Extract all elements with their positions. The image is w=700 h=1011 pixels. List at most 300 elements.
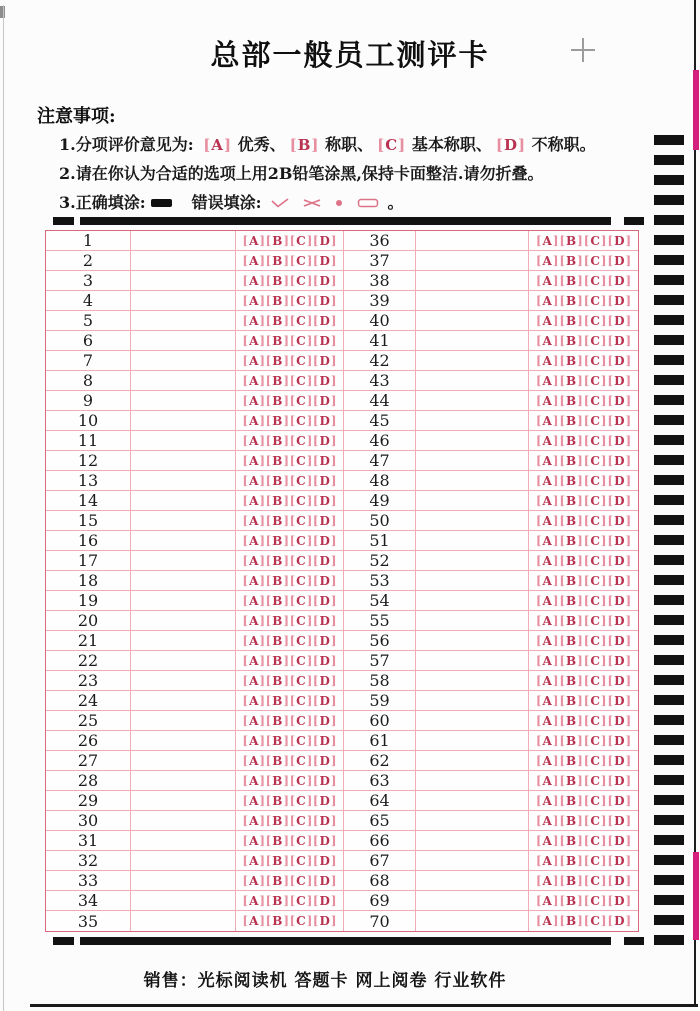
bubble-option-b[interactable] bbox=[266, 335, 290, 347]
bubble-option-d[interactable] bbox=[607, 255, 631, 267]
bubble-option-c[interactable] bbox=[289, 375, 312, 387]
bubble-option-b[interactable] bbox=[559, 575, 583, 587]
bubble-option-c[interactable] bbox=[289, 675, 312, 687]
bubble-option-d[interactable] bbox=[313, 695, 337, 707]
bubble-option-c[interactable] bbox=[289, 575, 312, 587]
bubble-option-d[interactable] bbox=[313, 535, 337, 547]
bubble-option-b[interactable] bbox=[559, 715, 583, 727]
bubble-option-a[interactable] bbox=[536, 375, 559, 387]
bubble-option-c[interactable] bbox=[584, 455, 607, 467]
bubble-option-c[interactable] bbox=[584, 275, 607, 287]
bubble-option-c[interactable] bbox=[289, 515, 312, 527]
bubble-option-b[interactable] bbox=[559, 855, 583, 867]
bubble-option-b[interactable] bbox=[266, 595, 290, 607]
bubble-option-a[interactable] bbox=[536, 595, 559, 607]
bubble-option-c[interactable] bbox=[584, 415, 607, 427]
bubble-option-c[interactable] bbox=[584, 735, 607, 747]
bubble-option-d[interactable] bbox=[313, 395, 337, 407]
bubble-option-b[interactable] bbox=[559, 655, 583, 667]
bubble-option-a[interactable] bbox=[536, 895, 559, 907]
bubble-option-b[interactable] bbox=[559, 755, 583, 767]
bubble-option-a[interactable] bbox=[536, 535, 559, 547]
bubble-option-b[interactable] bbox=[559, 775, 583, 787]
bubble-option-c[interactable] bbox=[289, 655, 312, 667]
right-bracket: ] bbox=[577, 233, 583, 248]
bubble-option-d[interactable] bbox=[313, 815, 337, 827]
bubble-option-a[interactable] bbox=[242, 375, 265, 387]
bubble-option-c[interactable] bbox=[289, 895, 312, 907]
bubble-option-d[interactable] bbox=[313, 675, 337, 687]
bubble-option-d[interactable] bbox=[607, 615, 631, 627]
bubble-option-b[interactable] bbox=[559, 335, 583, 347]
bubble-option-a[interactable] bbox=[536, 875, 559, 887]
left-bracket: [ bbox=[289, 493, 296, 508]
bubble-option-b[interactable] bbox=[266, 835, 290, 847]
bubble-option-b[interactable] bbox=[266, 375, 290, 387]
left-bracket: [ bbox=[265, 653, 272, 668]
bubble-option-c[interactable] bbox=[584, 395, 607, 407]
bubble-option-a[interactable] bbox=[536, 575, 559, 587]
bubble-option-d[interactable] bbox=[607, 675, 631, 687]
bubble-option-a[interactable] bbox=[242, 795, 265, 807]
bubble-option-d[interactable] bbox=[607, 855, 631, 867]
bubble-option-d[interactable] bbox=[607, 915, 631, 927]
bubble-option-a[interactable] bbox=[242, 255, 265, 267]
bubble-option-b[interactable] bbox=[266, 815, 290, 827]
bubble-option-b[interactable] bbox=[559, 695, 583, 707]
bubble-option-c[interactable] bbox=[289, 315, 312, 327]
bubble-option-c[interactable] bbox=[289, 415, 312, 427]
bubble-option-a[interactable] bbox=[536, 435, 559, 447]
bubble-option-a[interactable] bbox=[242, 895, 265, 907]
bubble-option-c[interactable] bbox=[584, 875, 607, 887]
bubble-option-c[interactable] bbox=[584, 815, 607, 827]
bubble-option-a[interactable] bbox=[242, 875, 265, 887]
bubble-option-d[interactable] bbox=[607, 515, 631, 527]
bubble-option-a[interactable] bbox=[242, 755, 265, 767]
bubble-option-c[interactable] bbox=[584, 895, 607, 907]
bubble-option-d[interactable] bbox=[607, 395, 631, 407]
bubble-option-b[interactable] bbox=[559, 735, 583, 747]
right-bracket: ] bbox=[330, 713, 337, 728]
bubble-option-a[interactable] bbox=[536, 735, 559, 747]
bubble-option-b[interactable] bbox=[559, 355, 583, 367]
bubble-option-d[interactable] bbox=[607, 835, 631, 847]
bubble-option-d[interactable] bbox=[607, 235, 631, 247]
bubble-option-b[interactable] bbox=[266, 775, 290, 787]
bubble-option-b[interactable] bbox=[266, 455, 290, 467]
bubble-option-d[interactable] bbox=[313, 435, 337, 447]
bubble-option-d[interactable] bbox=[607, 535, 631, 547]
bubble-option-a[interactable] bbox=[242, 515, 265, 527]
bubble-option-b[interactable] bbox=[266, 255, 290, 267]
bubble-option-d[interactable] bbox=[607, 495, 631, 507]
bubble-option-d[interactable] bbox=[313, 495, 337, 507]
bubble-option-b[interactable] bbox=[559, 455, 583, 467]
bubble-option-a[interactable] bbox=[242, 295, 265, 307]
bubble-group bbox=[236, 891, 344, 911]
bubble-option-a[interactable] bbox=[536, 255, 559, 267]
bubble-option-b[interactable] bbox=[266, 615, 290, 627]
bubble-option-a[interactable] bbox=[536, 755, 559, 767]
bubble-option-a[interactable] bbox=[242, 635, 265, 647]
bubble-option-d[interactable] bbox=[313, 575, 337, 587]
bubble-option-a[interactable] bbox=[242, 415, 265, 427]
bubble-option-d[interactable] bbox=[607, 435, 631, 447]
bubble-option-c[interactable] bbox=[289, 915, 312, 927]
bubble-option-b[interactable] bbox=[266, 715, 290, 727]
bubble-option-d[interactable] bbox=[313, 615, 337, 627]
bubble-option-d[interactable] bbox=[607, 755, 631, 767]
bubble-option-d[interactable] bbox=[607, 335, 631, 347]
bubble-option-a[interactable] bbox=[242, 675, 265, 687]
bubble-option-a[interactable] bbox=[242, 735, 265, 747]
left-bracket: [ bbox=[607, 773, 614, 788]
bubble-option-a[interactable] bbox=[242, 275, 265, 287]
bubble-option-d[interactable] bbox=[607, 875, 631, 887]
bubble-option-a[interactable] bbox=[536, 675, 559, 687]
bubble-option-b[interactable] bbox=[559, 275, 583, 287]
bubble-option-b[interactable] bbox=[559, 475, 583, 487]
bubble-option-b[interactable] bbox=[559, 595, 583, 607]
bubble-option-a[interactable] bbox=[242, 815, 265, 827]
bubble-option-c[interactable] bbox=[584, 675, 607, 687]
bubble-option-b[interactable] bbox=[266, 875, 290, 887]
bubble-option-b[interactable] bbox=[559, 635, 583, 647]
bubble-option-a[interactable] bbox=[536, 515, 559, 527]
left-bracket: [ bbox=[242, 453, 249, 468]
bubble-option-c[interactable] bbox=[289, 455, 312, 467]
bubble-option-a[interactable] bbox=[536, 295, 559, 307]
bubble-option-c[interactable] bbox=[584, 615, 607, 627]
bubble-option-b[interactable] bbox=[559, 235, 583, 247]
bubble-option-d[interactable] bbox=[313, 755, 337, 767]
bubble-option-a[interactable] bbox=[242, 695, 265, 707]
option-letter: B bbox=[566, 733, 577, 748]
bubble-option-a[interactable] bbox=[536, 855, 559, 867]
bubble-option-b[interactable] bbox=[559, 835, 583, 847]
bubble-option-b[interactable] bbox=[266, 435, 290, 447]
bubble-option-d[interactable] bbox=[607, 555, 631, 567]
bubble-option-c[interactable] bbox=[584, 575, 607, 587]
bubble-option-c[interactable] bbox=[584, 715, 607, 727]
bubble-option-b[interactable] bbox=[559, 435, 583, 447]
bubble-option-c[interactable] bbox=[584, 855, 607, 867]
bubble-option-d[interactable] bbox=[607, 695, 631, 707]
bubble-option-d[interactable] bbox=[313, 895, 337, 907]
bubble-option-b[interactable] bbox=[559, 415, 583, 427]
bubble-option-d[interactable] bbox=[313, 635, 337, 647]
bubble-option-a[interactable] bbox=[536, 835, 559, 847]
bubble-option-a[interactable] bbox=[242, 535, 265, 547]
bubble-option-c[interactable] bbox=[289, 595, 312, 607]
bubble-option-a[interactable] bbox=[536, 455, 559, 467]
bubble-group bbox=[529, 591, 638, 611]
bubble-option-b[interactable] bbox=[266, 555, 290, 567]
bubble-option-a[interactable] bbox=[242, 775, 265, 787]
bubble-option-c[interactable] bbox=[289, 855, 312, 867]
bubble-option-b[interactable] bbox=[266, 735, 290, 747]
bubble-option-c[interactable] bbox=[289, 395, 312, 407]
bubble-option-b[interactable] bbox=[559, 915, 583, 927]
bubble-option-b[interactable] bbox=[266, 295, 290, 307]
bubble-option-a[interactable] bbox=[242, 475, 265, 487]
bubble-option-c[interactable] bbox=[289, 815, 312, 827]
bubble-option-d[interactable] bbox=[607, 415, 631, 427]
bubble-option-d[interactable] bbox=[313, 335, 337, 347]
bubble-option-c[interactable] bbox=[584, 555, 607, 567]
bubble-group bbox=[529, 891, 638, 911]
bubble-option-c[interactable] bbox=[289, 355, 312, 367]
option-letter: B bbox=[272, 413, 283, 428]
bubble-option-c[interactable] bbox=[289, 775, 312, 787]
bubble-option-a[interactable] bbox=[242, 335, 265, 347]
bubble-option-b[interactable] bbox=[266, 655, 290, 667]
bubble-option-c[interactable] bbox=[289, 755, 312, 767]
bubble-option-a[interactable] bbox=[536, 555, 559, 567]
bubble-option-d[interactable] bbox=[313, 655, 337, 667]
bubble-option-c[interactable] bbox=[584, 795, 607, 807]
bubble-option-b[interactable] bbox=[266, 895, 290, 907]
bubble-option-d[interactable] bbox=[313, 475, 337, 487]
bubble-option-d[interactable] bbox=[607, 775, 631, 787]
bubble-option-a[interactable] bbox=[242, 395, 265, 407]
bubble-option-a[interactable] bbox=[536, 915, 559, 927]
bubble-option-c[interactable] bbox=[289, 295, 312, 307]
bubble-option-c[interactable] bbox=[289, 335, 312, 347]
bubble-option-a[interactable] bbox=[536, 475, 559, 487]
bubble-option-c[interactable] bbox=[584, 915, 607, 927]
option-letter: A bbox=[249, 853, 259, 868]
bubble-option-b[interactable] bbox=[559, 295, 583, 307]
bubble-option-c[interactable] bbox=[584, 335, 607, 347]
option-letter: D bbox=[319, 313, 330, 328]
bubble-option-c[interactable] bbox=[289, 255, 312, 267]
option-letter: D bbox=[319, 493, 330, 508]
bubble-option-d[interactable] bbox=[313, 315, 337, 327]
bubble-option-b[interactable] bbox=[266, 695, 290, 707]
bubble-option-d[interactable] bbox=[607, 355, 631, 367]
bubble-option-d[interactable] bbox=[607, 455, 631, 467]
bubble-option-a[interactable] bbox=[536, 335, 559, 347]
bubble-option-c[interactable] bbox=[584, 475, 607, 487]
bubble-option-b[interactable] bbox=[266, 675, 290, 687]
bubble-option-b[interactable] bbox=[266, 395, 290, 407]
bubble-option-a[interactable] bbox=[242, 855, 265, 867]
bubble-option-b[interactable] bbox=[559, 795, 583, 807]
bubble-option-d[interactable] bbox=[607, 655, 631, 667]
bubble-option-d[interactable] bbox=[313, 915, 337, 927]
bubble-option-d[interactable] bbox=[607, 275, 631, 287]
bubble-option-d[interactable] bbox=[607, 735, 631, 747]
bubble-option-b[interactable] bbox=[266, 635, 290, 647]
bubble-option-b[interactable] bbox=[266, 495, 290, 507]
bubble-option-a[interactable] bbox=[536, 795, 559, 807]
bubble-option-a[interactable] bbox=[242, 615, 265, 627]
bubble-option-b[interactable] bbox=[266, 475, 290, 487]
bubble-option-b[interactable] bbox=[559, 375, 583, 387]
bubble-option-a[interactable] bbox=[536, 615, 559, 627]
bubble-option-c[interactable] bbox=[289, 635, 312, 647]
bubble-option-c[interactable] bbox=[584, 255, 607, 267]
bubble-option-d[interactable] bbox=[313, 775, 337, 787]
bubble-option-a[interactable] bbox=[536, 275, 559, 287]
bubble-option-c[interactable] bbox=[289, 275, 312, 287]
bubble-option-b[interactable] bbox=[266, 235, 290, 247]
bubble-option-a[interactable] bbox=[536, 775, 559, 787]
bubble-option-b[interactable] bbox=[559, 615, 583, 627]
bubble-option-b[interactable] bbox=[266, 755, 290, 767]
bubble-option-d[interactable] bbox=[607, 295, 631, 307]
bubble-option-d[interactable] bbox=[607, 575, 631, 587]
bubble-option-d[interactable] bbox=[607, 895, 631, 907]
bubble-option-d[interactable] bbox=[607, 375, 631, 387]
bubble-option-d[interactable] bbox=[313, 715, 337, 727]
bubble-option-d[interactable] bbox=[607, 715, 631, 727]
bubble-option-d[interactable] bbox=[313, 235, 337, 247]
bubble-option-b[interactable] bbox=[559, 875, 583, 887]
bubble-option-a[interactable] bbox=[242, 555, 265, 567]
bubble-option-d[interactable] bbox=[313, 275, 337, 287]
bubble-option-d[interactable] bbox=[313, 795, 337, 807]
bubble-option-a[interactable] bbox=[242, 835, 265, 847]
bubble-option-a[interactable] bbox=[536, 315, 559, 327]
bubble-option-d[interactable] bbox=[313, 595, 337, 607]
bubble-option-a[interactable] bbox=[242, 715, 265, 727]
bubble-option-c[interactable] bbox=[584, 355, 607, 367]
bubble-option-a[interactable] bbox=[242, 455, 265, 467]
bubble-option-d[interactable] bbox=[607, 815, 631, 827]
bubble-option-a[interactable] bbox=[536, 235, 559, 247]
bubble-option-c[interactable] bbox=[584, 635, 607, 647]
bubble-option-c[interactable] bbox=[584, 835, 607, 847]
bubble-option-b[interactable] bbox=[266, 915, 290, 927]
bubble-option-c[interactable] bbox=[584, 295, 607, 307]
bubble-option-a[interactable] bbox=[242, 595, 265, 607]
bubble-option-b[interactable] bbox=[559, 555, 583, 567]
bubble-option-c[interactable] bbox=[289, 535, 312, 547]
option-letter: B bbox=[272, 693, 283, 708]
bubble-option-c[interactable] bbox=[289, 695, 312, 707]
bubble-option-c[interactable] bbox=[289, 795, 312, 807]
bubble-option-a[interactable] bbox=[242, 435, 265, 447]
bubble-option-d[interactable] bbox=[607, 595, 631, 607]
bubble-option-b[interactable] bbox=[559, 535, 583, 547]
bubble-option-c[interactable] bbox=[584, 495, 607, 507]
bubble-option-c[interactable] bbox=[289, 555, 312, 567]
bubble-option-a[interactable] bbox=[536, 695, 559, 707]
bubble-option-c[interactable] bbox=[584, 775, 607, 787]
bubble-option-c[interactable] bbox=[584, 535, 607, 547]
bubble-option-b[interactable] bbox=[266, 315, 290, 327]
bubble-option-c[interactable] bbox=[584, 315, 607, 327]
bubble-option-d[interactable] bbox=[313, 555, 337, 567]
bubble-option-c[interactable] bbox=[584, 235, 607, 247]
bubble-option-d[interactable] bbox=[313, 855, 337, 867]
bubble-option-d[interactable] bbox=[313, 835, 337, 847]
bubble-option-b[interactable] bbox=[266, 575, 290, 587]
bubble-option-b[interactable] bbox=[266, 535, 290, 547]
bubble-option-d[interactable] bbox=[313, 415, 337, 427]
option-letter: C bbox=[590, 633, 600, 648]
bubble-option-b[interactable] bbox=[559, 675, 583, 687]
bubble-option-a[interactable] bbox=[536, 415, 559, 427]
bubble-option-c[interactable] bbox=[584, 695, 607, 707]
bubble-option-a[interactable] bbox=[536, 395, 559, 407]
bubble-option-a[interactable] bbox=[242, 575, 265, 587]
bubble-option-a[interactable] bbox=[242, 655, 265, 667]
question-number: 41 bbox=[344, 331, 416, 351]
bubble-option-d[interactable] bbox=[313, 735, 337, 747]
bubble-option-c[interactable] bbox=[584, 755, 607, 767]
bubble-option-c[interactable] bbox=[584, 435, 607, 447]
bubble-option-c[interactable] bbox=[289, 835, 312, 847]
bubble-option-a[interactable] bbox=[536, 815, 559, 827]
bubble-option-b[interactable] bbox=[559, 315, 583, 327]
bubble-option-d[interactable] bbox=[607, 795, 631, 807]
bubble-option-a[interactable] bbox=[536, 355, 559, 367]
bubble-option-c[interactable] bbox=[289, 735, 312, 747]
bubble-option-a[interactable] bbox=[242, 235, 265, 247]
bubble-option-d[interactable] bbox=[313, 375, 337, 387]
bubble-option-c[interactable] bbox=[289, 495, 312, 507]
bubble-option-d[interactable] bbox=[313, 295, 337, 307]
bubble-option-c[interactable] bbox=[584, 515, 607, 527]
bubble-option-a[interactable] bbox=[536, 495, 559, 507]
bubble-option-d[interactable] bbox=[607, 475, 631, 487]
bubble-option-b[interactable] bbox=[559, 815, 583, 827]
bubble-option-b[interactable] bbox=[266, 355, 290, 367]
bubble-option-d[interactable] bbox=[313, 455, 337, 467]
bubble-option-a[interactable] bbox=[242, 355, 265, 367]
bubble-option-a[interactable] bbox=[536, 715, 559, 727]
option-letter: C bbox=[590, 293, 600, 308]
bubble-option-c[interactable] bbox=[289, 435, 312, 447]
bubble-option-b[interactable] bbox=[559, 255, 583, 267]
bubble-option-b[interactable] bbox=[559, 495, 583, 507]
bubble-option-b[interactable] bbox=[266, 515, 290, 527]
bubble-option-b[interactable] bbox=[266, 855, 290, 867]
bubble-option-d[interactable] bbox=[313, 355, 337, 367]
bubble-option-b[interactable] bbox=[559, 895, 583, 907]
bubble-option-b[interactable] bbox=[266, 795, 290, 807]
bubble-option-a[interactable] bbox=[536, 635, 559, 647]
bubble-option-c[interactable] bbox=[584, 375, 607, 387]
bubble-option-c[interactable] bbox=[584, 655, 607, 667]
bubble-option-b[interactable] bbox=[266, 275, 290, 287]
bubble-option-a[interactable] bbox=[242, 495, 265, 507]
bubble-option-c[interactable] bbox=[289, 875, 312, 887]
bubble-option-b[interactable] bbox=[559, 395, 583, 407]
bubble-option-d[interactable] bbox=[607, 315, 631, 327]
bubble-option-a[interactable] bbox=[242, 915, 265, 927]
bubble-option-c[interactable] bbox=[289, 235, 312, 247]
bubble-option-b[interactable] bbox=[559, 515, 583, 527]
bubble-option-c[interactable] bbox=[289, 615, 312, 627]
bubble-option-a[interactable] bbox=[536, 655, 559, 667]
answer-blank-cell bbox=[416, 511, 529, 531]
bubble-option-c[interactable] bbox=[289, 715, 312, 727]
bubble-option-b[interactable] bbox=[266, 415, 290, 427]
bubble-option-d[interactable] bbox=[607, 635, 631, 647]
bubble-option-a[interactable] bbox=[242, 315, 265, 327]
right-bracket: ] bbox=[625, 533, 632, 548]
bubble-option-d[interactable] bbox=[313, 515, 337, 527]
bubble-option-c[interactable] bbox=[289, 475, 312, 487]
bubble-option-d[interactable] bbox=[313, 875, 337, 887]
bubble-option-c[interactable] bbox=[584, 595, 607, 607]
bubble-option-d[interactable] bbox=[313, 255, 337, 267]
